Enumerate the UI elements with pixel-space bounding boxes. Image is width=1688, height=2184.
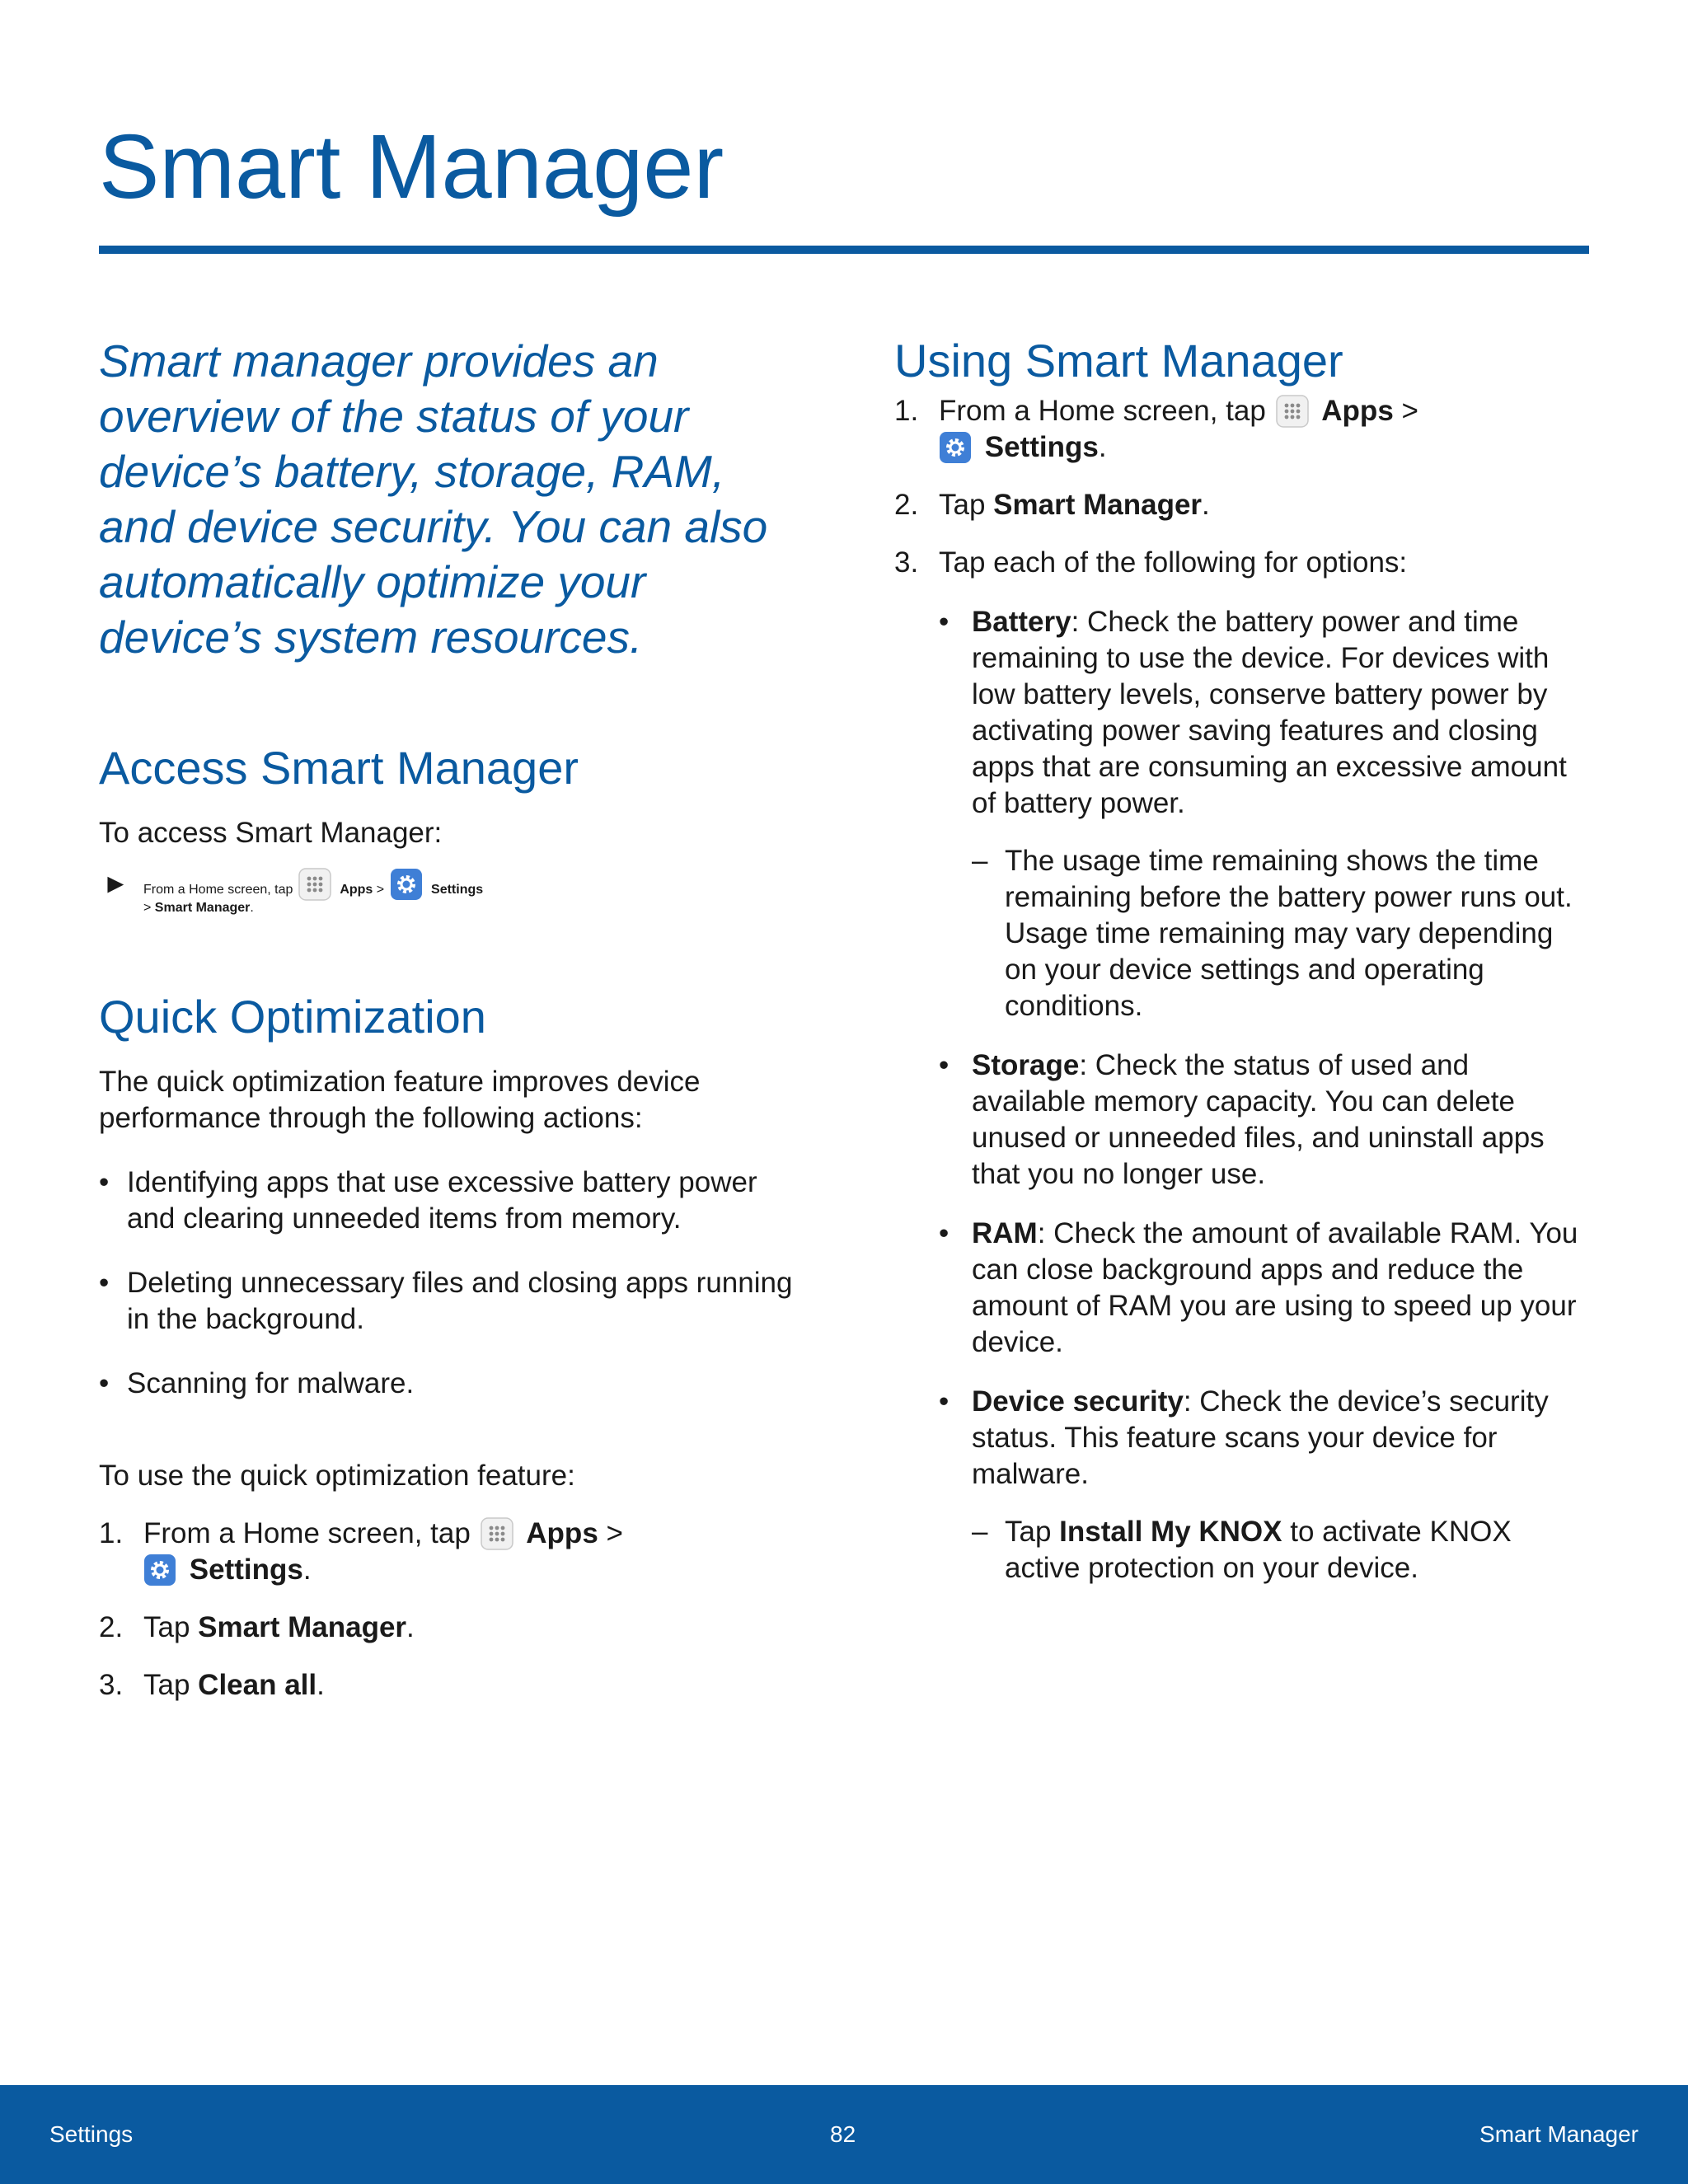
footer-chapter-label: Smart Manager [1479,2121,1639,2147]
step-text: Tap [143,1669,190,1701]
option-text: : Check the battery power and time remaining to use the device. For devices with low battery levels, conserve battery power by activating power saving features and closing apps that are consuming an excessive amount of battery power. [972,606,1567,819]
bullet-glyph: • [99,1166,110,1198]
quick-lead2: To use the quick optimization feature: [99,1460,575,1492]
access-lead: To access Smart Manager: [99,817,443,849]
access-step-sep2: > [143,901,152,915]
access-step-settings: Settings [431,883,484,897]
option-list [939,604,1589,822]
access-heading: Access Smart Manager [99,742,579,794]
title-rule [99,246,1589,254]
access-step-end: . [250,901,254,915]
access-step [99,868,799,916]
step-end: . [316,1669,325,1701]
footer-section-label: Settings [49,2121,134,2147]
step-settings: Settings [189,1554,303,1586]
arrow-bullet-icon: ► [102,868,129,898]
dash-text: to activate KNOX active protection on your device. [1005,1516,1512,1584]
access-step-smart-manager: Smart Manager [154,901,251,915]
apps-grid-icon [298,868,331,901]
step-sep: > [1401,395,1418,427]
option-title: RAM [972,1217,1038,1249]
bullet-glyph: • [939,606,950,638]
step-end: . [406,1611,415,1643]
list-item [99,1165,799,1237]
option-text: : Check the device’s security status. This feature scans your device for malware. [972,1385,1549,1490]
list-item [972,843,1589,1024]
settings-gear-icon [939,431,972,464]
dash-glyph: – [972,845,988,877]
step-bold: Smart Manager [198,1611,407,1643]
list-item [99,1667,799,1704]
step-text: From a Home screen, tap [939,395,1266,427]
step-number: 2. [99,1611,124,1643]
bullet-text: Scanning for malware. [127,1367,415,1399]
left-column [99,334,799,1704]
list-item [99,1610,799,1646]
list-item [99,1516,799,1588]
step-end: . [1202,489,1210,521]
step-text: Tap [143,1611,190,1643]
page-title: Smart Manager [99,116,724,218]
battery-sub-list [939,843,1589,1024]
using-step-list [894,393,1589,581]
step-apps: Apps [1321,395,1394,427]
list-item [939,1047,1589,1193]
dash-text: Tap [1005,1516,1052,1548]
step-bold: Smart Manager [993,489,1203,521]
step-text: From a Home screen, tap [143,1517,471,1549]
bullet-glyph: • [99,1367,110,1399]
list-item [99,1265,799,1338]
list-item [939,1216,1589,1361]
page-footer [0,2085,1688,2184]
bullet-glyph: • [939,1217,950,1249]
step-number: 1. [894,395,919,427]
step-number: 2. [894,489,919,521]
option-text: : Check the amount of available RAM. You can close background apps and reduce the amount of RAM you are using to speed up your device. [972,1217,1578,1358]
options-block [894,604,1589,1586]
step-text: Tap [939,489,986,521]
list-item [972,1514,1589,1586]
dash-glyph: – [972,1516,988,1548]
access-step-apps: Apps [340,883,373,897]
intro-text: Smart manager provides an overview of the status of your device’s battery, storage, RAM, and device security. You can also automatically optimize your device’s system resources. [99,335,768,663]
security-sub-list [939,1514,1589,1586]
bullet-text: Identifying apps that use excessive battery power and clearing unneeded items from memory. [127,1166,757,1235]
quick-step-list [99,1516,799,1704]
settings-gear-icon [143,1554,176,1586]
bullet-glyph: • [939,1049,950,1081]
option-title: Device security [972,1385,1184,1418]
quick-lead: The quick optimization feature improves device performance through the following actions: [99,1066,701,1134]
right-column [894,334,1589,1586]
apps-grid-icon [481,1517,513,1550]
list-item [894,393,1589,466]
list-item [894,487,1589,523]
settings-gear-icon [390,868,423,901]
step-end: . [302,1554,312,1586]
apps-grid-icon [1276,395,1309,428]
footer-page-number: 82 [830,2121,856,2147]
access-step-sep1: > [376,883,385,897]
list-item [939,1384,1589,1493]
step-sep: > [606,1517,623,1549]
bullet-glyph: • [939,1385,950,1418]
list-item [894,545,1589,581]
option-text: : Check the status of used and available memory capacity. You can delete unused or unneeded files, and uninstall apps that you no longer use. [972,1049,1545,1190]
step-bold: Clean all [198,1669,317,1701]
option-list [939,1047,1589,1493]
step-end: . [1098,431,1107,463]
bullet-text: Deleting unnecessary files and closing apps running in the background. [127,1267,793,1335]
bullet-glyph: • [99,1267,110,1299]
quick-heading: Quick Optimization [99,991,486,1043]
step-number: 1. [99,1517,124,1549]
using-heading: Using Smart Manager [894,335,1343,387]
option-title: Battery [972,606,1071,638]
step-number: 3. [99,1669,124,1701]
step-text: Tap each of the following for options: [939,546,1408,579]
dash-bold: Install My KNOX [1059,1516,1282,1548]
list-item [99,1366,799,1402]
step-number: 3. [894,546,919,579]
step-settings: Settings [984,431,1099,463]
dash-text: The usage time remaining shows the time remaining before the battery power runs out. Usage time remaining may vary depending on your device settings and operating conditions. [1005,845,1573,1022]
step-apps: Apps [526,1517,598,1549]
option-title: Storage [972,1049,1080,1081]
list-item [939,604,1589,822]
quick-bullet-list [99,1165,799,1402]
access-step-prefix: From a Home screen, tap [143,883,293,897]
